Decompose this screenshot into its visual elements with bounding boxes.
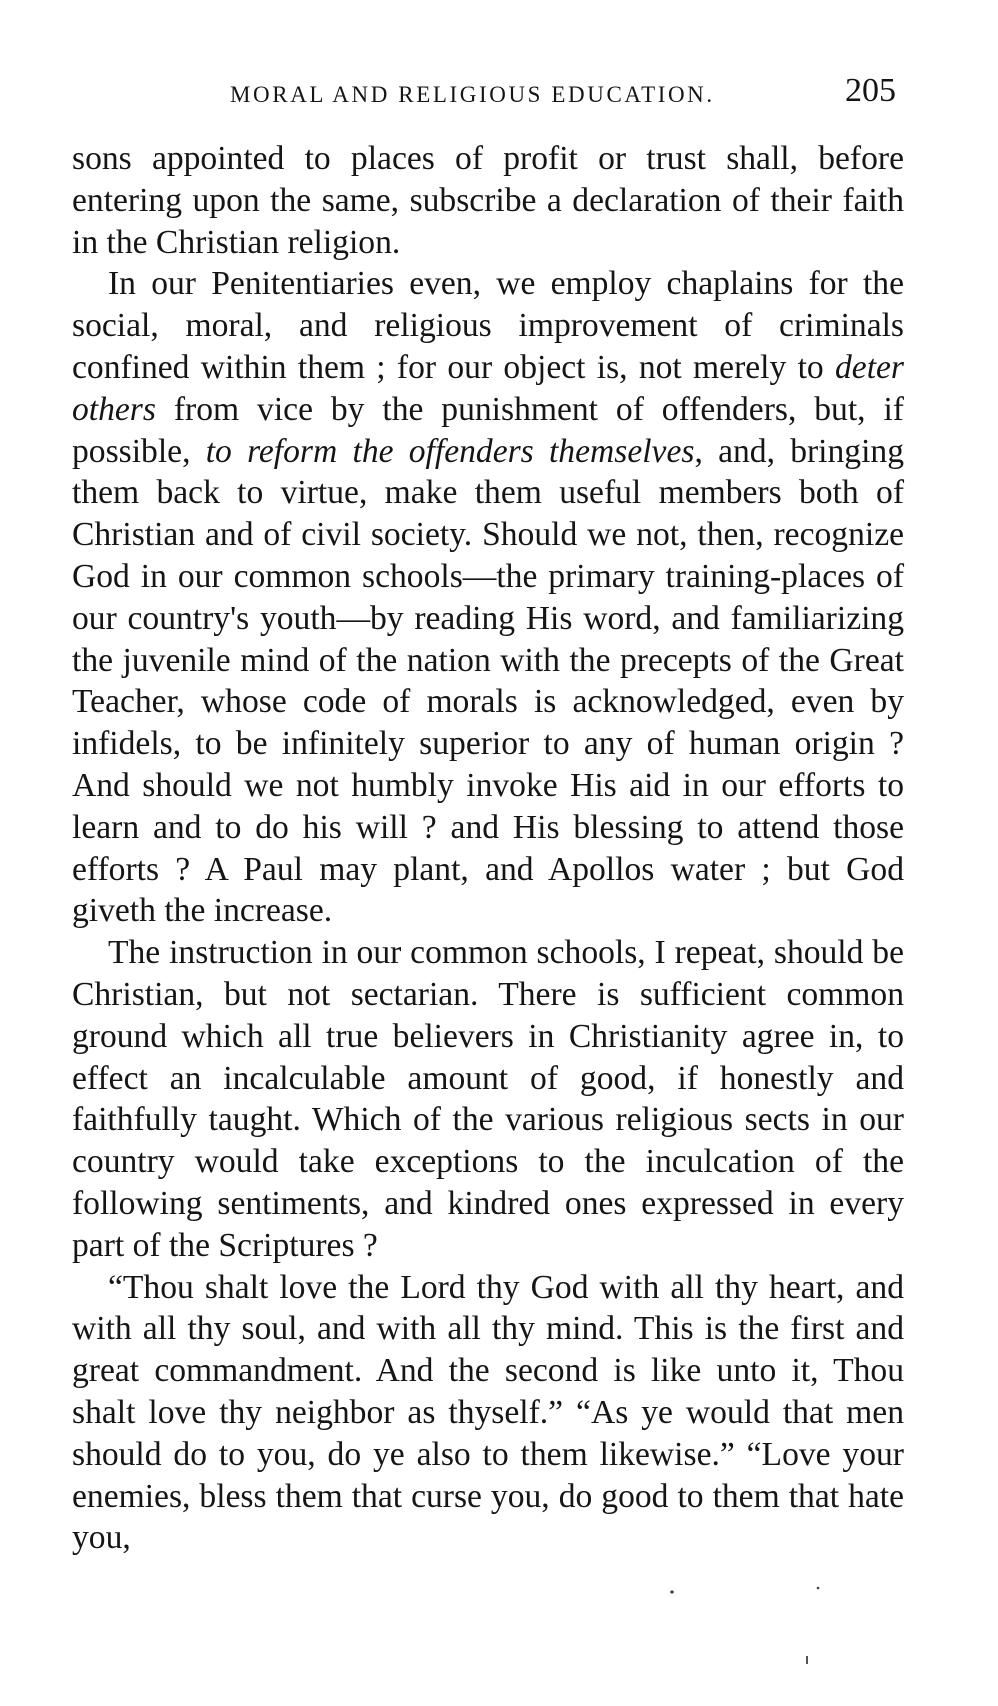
paragraph-text: In our Penitentiaries even, we employ chaplains for the social, moral, and religious improvement of criminals confined within them ; for our object is, not merely to — [72, 265, 904, 386]
paragraph-text: , and, bringing them back to virtue, make them useful members both of Christian and of civil society. Should we not, then, recognize God in our common schools—the primary training-places of our country's youth—by reading His word, and familiarizing the juvenile mind of the nation with the precepts of the Great Teacher, whose code of morals is acknowledged, even by infidels, to be infinitely superior to any of human origin ? And should we not humbly invoke His aid in our efforts to learn and to do his will ? and His blessing to attend those efforts ? A Paul may plant, and Apollos water ; but God giveth the increase. — [72, 432, 904, 930]
scan-speck — [817, 1587, 820, 1590]
paragraph-quotation — [72, 1267, 904, 1560]
paragraph-instruction — [72, 932, 904, 1266]
scan-speck — [806, 1656, 808, 1664]
italic-phrase: to reform the offenders themselves — [205, 432, 695, 470]
paragraph-text: The instruction in our common schools, I repeat, should be Christian, but not sectarian. There is sufficient common ground which all true believers in Christianity agree in, to effect an incalculable amount of good, if honestly and faithfully taught. Which of the various religious sects in our country would take exceptions to the inculcation of the following sentiments, and kindred ones expressed in every part of the Scriptures ? — [72, 934, 904, 1264]
paragraph-text: sons appointed to places of profit or trust shall, before entering upon the same, subscribe a declaration of their faith in the Christian religion. — [72, 140, 904, 261]
paragraph-continued — [72, 138, 904, 263]
italic-phrase: deter others — [72, 348, 904, 428]
paragraph-penitentiaries — [72, 263, 904, 932]
running-head: MORAL AND RELIGIOUS EDUCATION. — [230, 82, 715, 107]
paragraph-text: “Thou shalt love the Lord thy God with all thy heart, and with all thy soul, and with all thy mind. This is the first and great commandment. And the second is like unto it, Thou shalt love thy neighbor as thyself.” “As ye would that men should do to you, do ye also to them likewise.” “Love your enemies, bless them that curse you, do good to them that hate you, — [72, 1268, 904, 1557]
body-text — [72, 138, 904, 1559]
paragraph-text: from vice by the punishment of offenders, but, if possible, — [72, 390, 904, 470]
page-number: 205 — [845, 72, 896, 109]
page-header — [72, 72, 904, 120]
scan-speck — [670, 1590, 673, 1593]
